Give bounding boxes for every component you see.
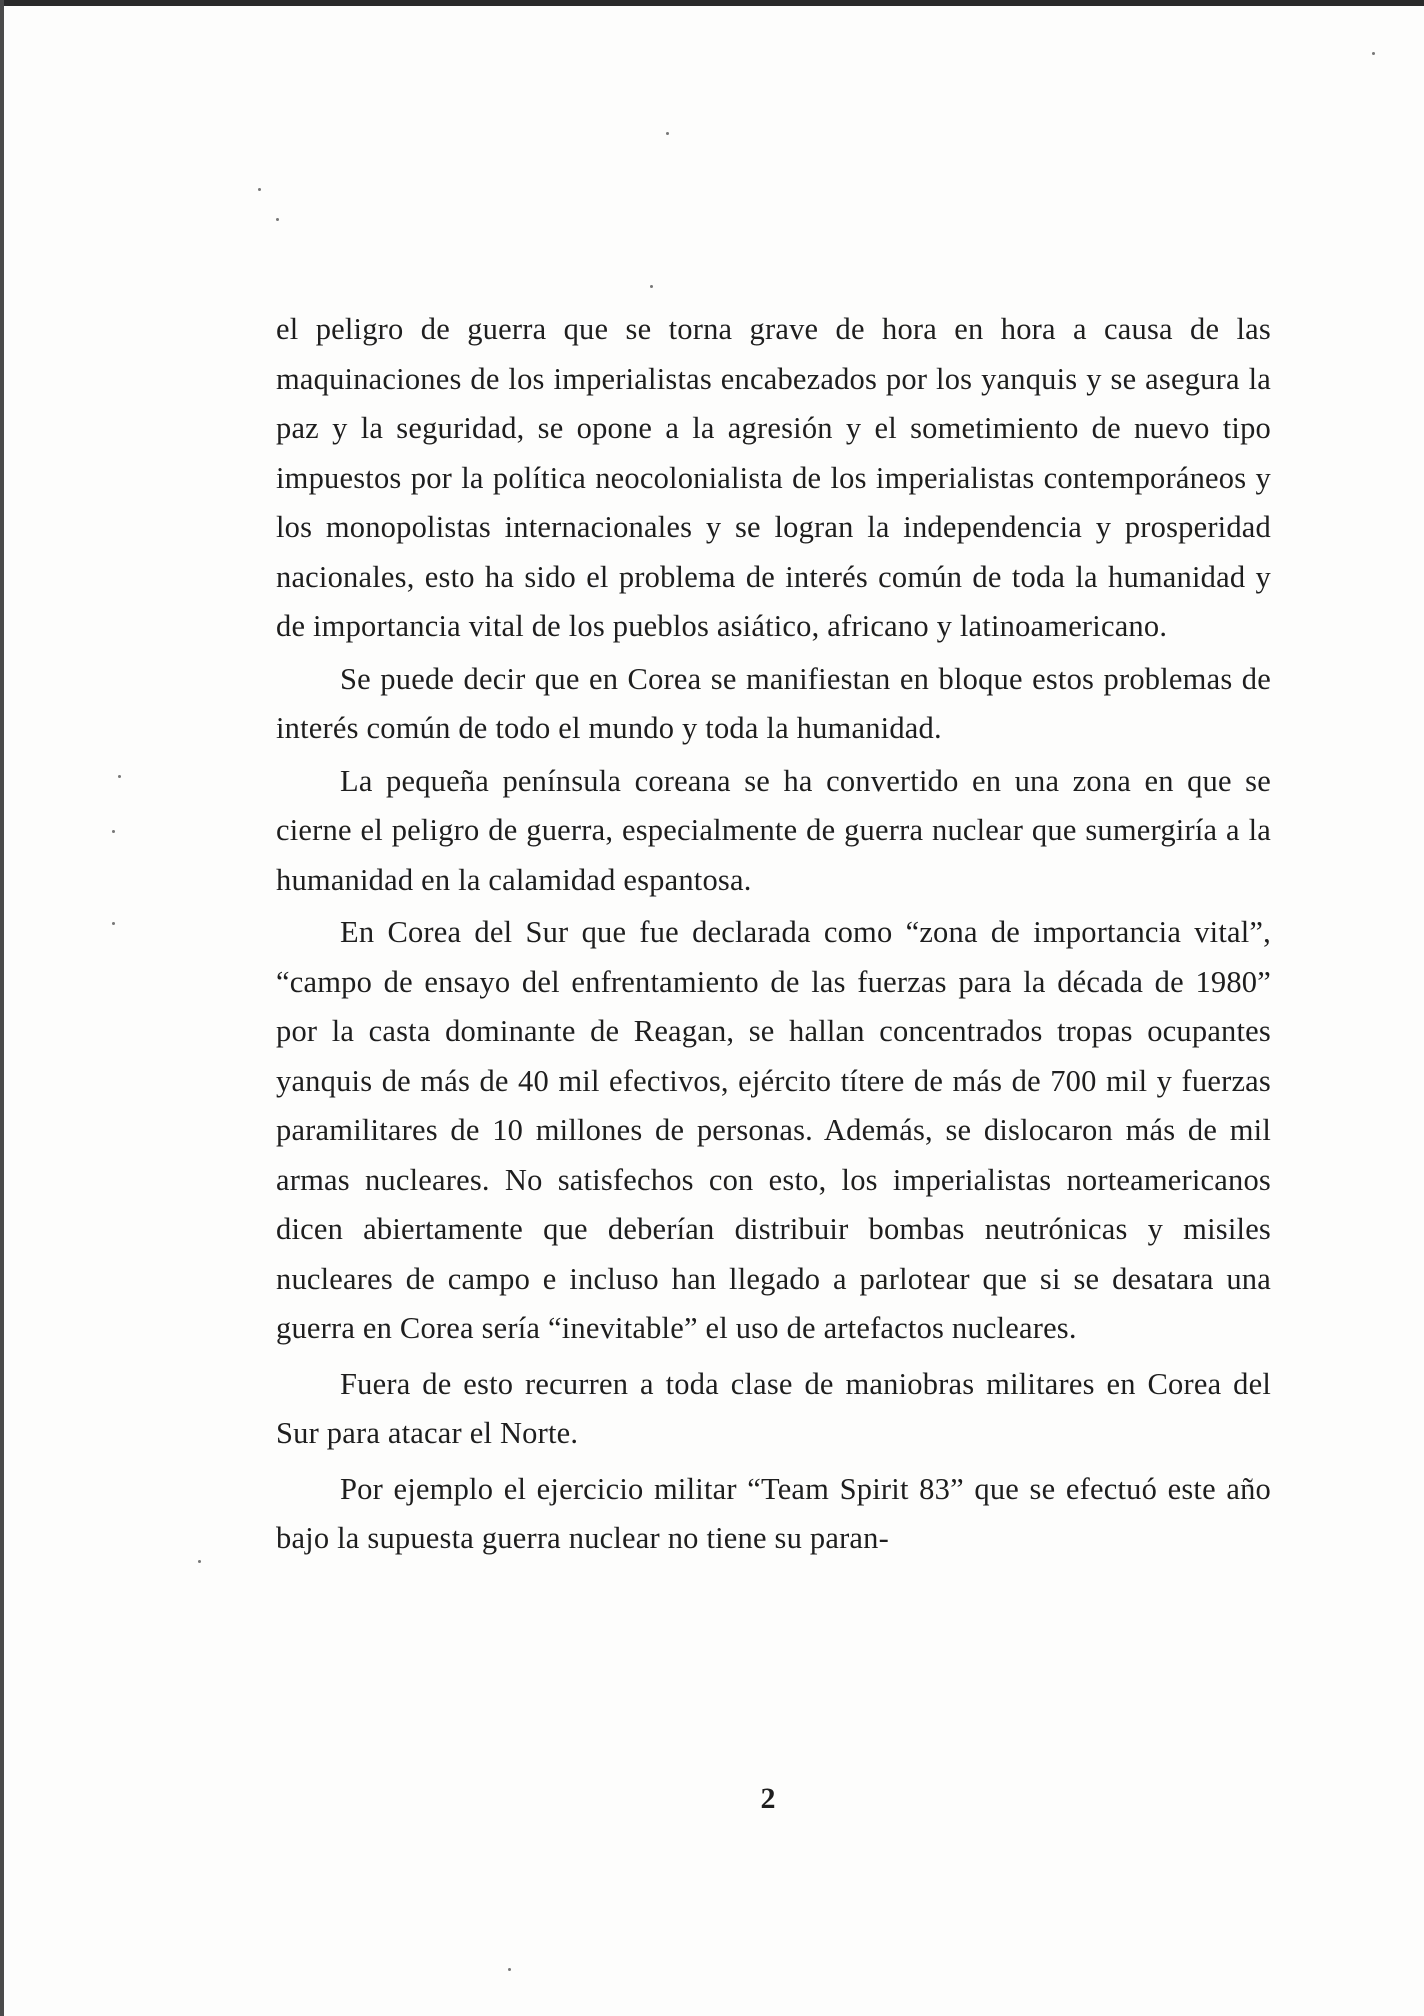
page-number: 2: [760, 1782, 776, 1815]
scan-left-border: [0, 0, 4, 2016]
paragraph-5: Fuera de esto recurren a toda clase de maniobras militares en Corea del Sur para atacar el Norte.: [276, 1366, 1271, 1450]
scan-speck: [276, 218, 279, 221]
body-text: [276, 305, 1271, 1564]
scan-speck: [198, 1560, 201, 1563]
paragraph-2: Se puede decir que en Corea se manifiestan en bloque estos problemas de interés común de todo el mundo y toda la humanidad.: [276, 661, 1271, 745]
scan-speck: [666, 132, 669, 135]
scan-speck: [118, 775, 121, 778]
paragraph-3: La pequeña península coreana se ha convertido en una zona en que se cierne el peligro de guerra, especialmente de guerra nuclear que sumergiría a la humanidad en la calamidad espantosa.: [276, 763, 1271, 897]
paragraph-1: el peligro de guerra que se torna grave de hora en hora a causa de las maquinaciones de los imperialistas encabezados por los yanquis y se asegura la paz y la seguridad, se opone a la agresión y el sometimiento de nuevo tipo impuestos por la política neocolonialista de los imperialistas contemporáneos y los monopolistas internacionales y se logran la independencia y prosperidad nacionales, esto ha sido el problema de interés común de toda la humanidad y de importancia vital de los pueblos asiático, africano y latinoamericano.: [276, 312, 1271, 643]
paragraph-6: Por ejemplo el ejercicio militar “Team Spirit 83” que se efectuó este año bajo la supuesta guerra nuclear no tiene su paran-: [276, 1471, 1271, 1555]
scan-speck: [1372, 52, 1375, 55]
scan-speck: [508, 1968, 511, 1971]
scan-speck: [258, 188, 261, 191]
scan-speck: [650, 285, 653, 288]
scan-top-border: [0, 0, 1424, 6]
scan-speck: [112, 830, 115, 833]
paragraph-4: En Corea del Sur que fue declarada como “zona de importancia vital”, “campo de ensayo del enfrentamiento de las fuerzas para la década de 1980” por la casta dominante de Reagan, se hallan concentrados tropas ocupantes yanquis de más de 40 mil efectivos, ejército títere de más de 700 mil y fuerzas paramilitares de 10 millones de personas. Además, se dislocaron más de mil armas nucleares. No satisfechos con esto, los imperialistas norteamericanos dicen abiertamente que deberían distribuir bombas neutrónicas y misiles nucleares de campo e incluso han llegado a parlotear que si se desatara una guerra en Corea sería “inevitable” el uso de artefactos nucleares.: [276, 915, 1271, 1345]
scan-speck: [112, 922, 115, 925]
